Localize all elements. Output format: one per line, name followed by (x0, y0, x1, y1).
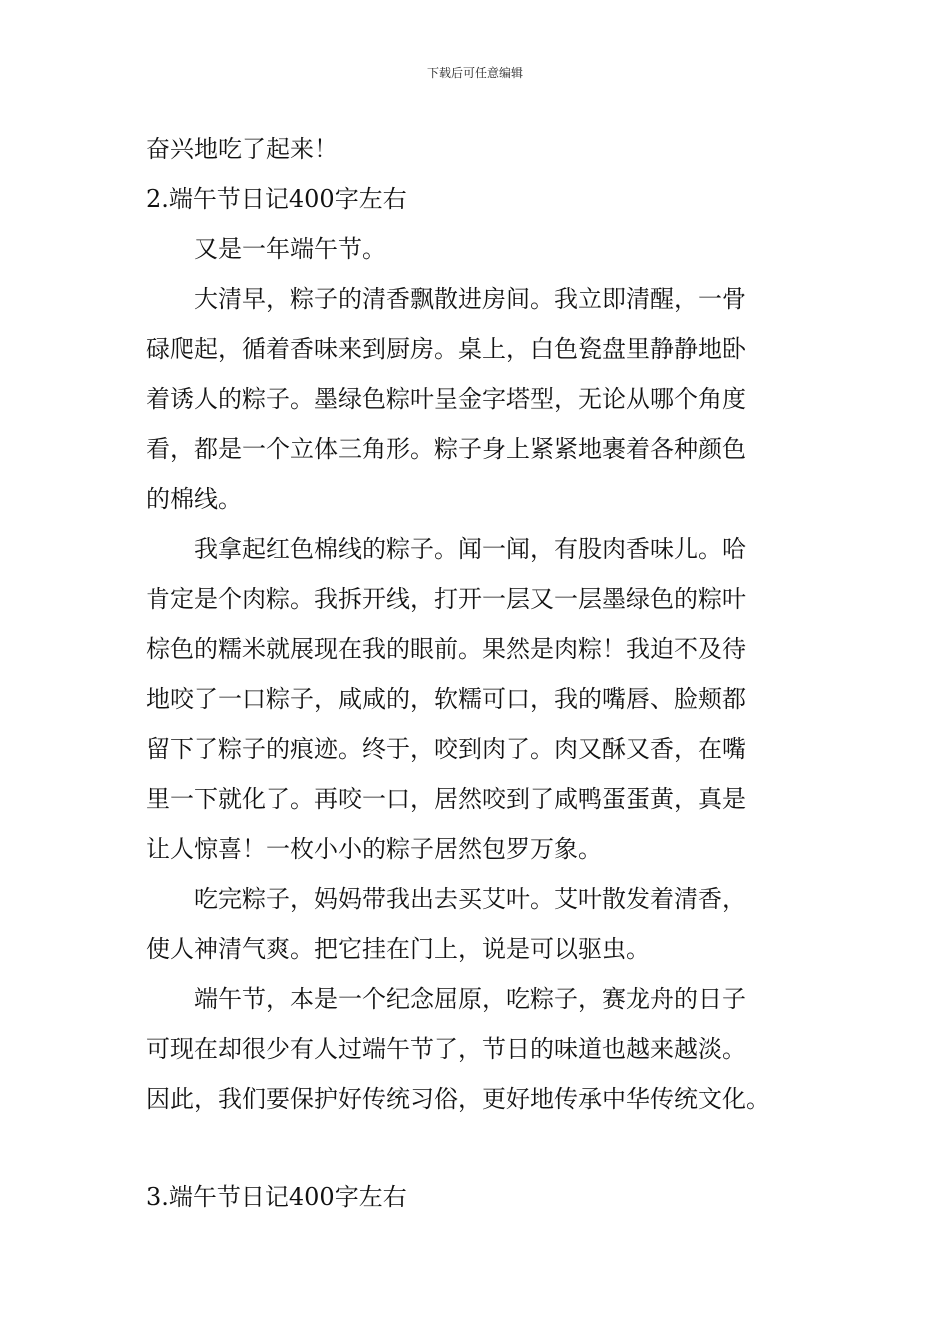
text-line: 可现在却很少有人过端午节了，节日的味道也越来越淡。 (146, 1035, 746, 1063)
text-line: 使人神清气爽。把它挂在门上，说是可以驱虫。 (146, 935, 650, 963)
section-heading: 3.端午节日记400字左右 (146, 1183, 407, 1211)
text-line: 奋兴地吃了起来！ (146, 135, 338, 163)
text-line: 留下了粽子的痕迹。终于，咬到肉了。肉又酥又香，在嘴 (146, 735, 746, 763)
text-line: 碌爬起，循着香味来到厨房。桌上，白色瓷盘里静静地卧 (146, 335, 746, 363)
text-line: 肯定是个肉粽。我拆开线，打开一层又一层墨绿色的粽叶 (146, 585, 746, 613)
section-heading: 2.端午节日记400字左右 (146, 185, 407, 213)
text-line: 又是一年端午节。 (146, 235, 386, 263)
text-line: 让人惊喜！一枚小小的粽子居然包罗万象。 (146, 835, 602, 863)
text-line: 大清早，粽子的清香飘散进房间。我立即清醒，一骨 (146, 285, 746, 313)
text-line: 着诱人的粽子。墨绿色粽叶呈金字塔型，无论从哪个角度 (146, 385, 746, 413)
text-line: 看，都是一个立体三角形。粽子身上紧紧地裹着各种颜色 (146, 435, 746, 463)
text-line: 地咬了一口粽子，咸咸的，软糯可口，我的嘴唇、脸颊都 (146, 685, 746, 713)
text-line: 棕色的糯米就展现在我的眼前。果然是肉粽！我迫不及待 (146, 635, 746, 663)
text-line: 里一下就化了。再咬一口，居然咬到了咸鸭蛋蛋黄，真是 (146, 785, 746, 813)
page-header: 下载后可任意编辑 (426, 66, 523, 80)
text-line: 我拿起红色棉线的粽子。闻一闻，有股肉香味儿。哈 (146, 535, 746, 563)
text-line: 吃完粽子，妈妈带我出去买艾叶。艾叶散发着清香， (146, 885, 746, 913)
text-line: 端午节，本是一个纪念屈原，吃粽子，赛龙舟的日子 (146, 985, 746, 1013)
text-line: 的棉线。 (146, 485, 242, 513)
text-line: 因此，我们要保护好传统习俗，更好地传承中华传统文化。 (146, 1085, 770, 1113)
